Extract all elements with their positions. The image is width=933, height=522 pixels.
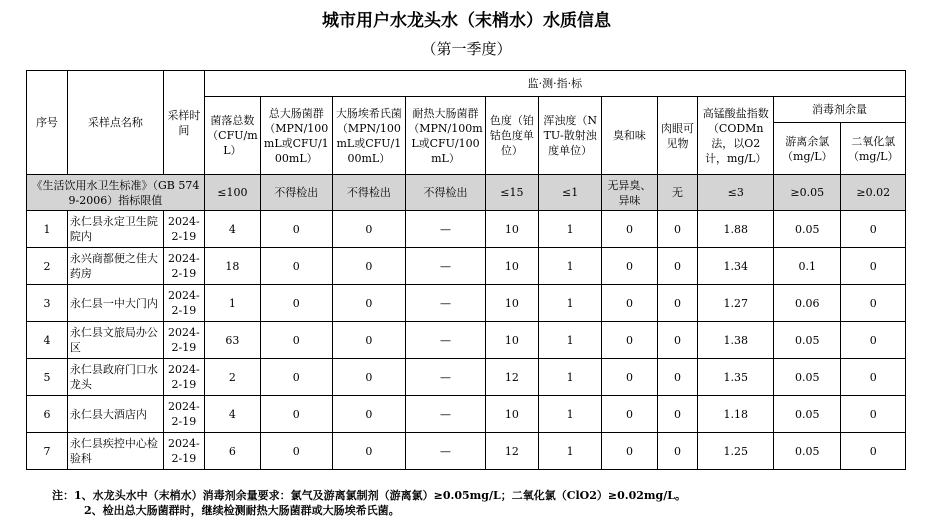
row-value: 1.88 [698, 211, 774, 248]
header-time: 采样时间 [163, 71, 204, 175]
table-row [27, 359, 906, 396]
row-site: 永仁县政府门口水龙头 [67, 359, 163, 396]
row-site: 永仁县疾控中心检验科 [67, 433, 163, 470]
row-date: 2024-2-19 [163, 396, 204, 433]
row-value: 0 [657, 248, 698, 285]
row-date: 2024-2-19 [163, 359, 204, 396]
row-value: 0 [602, 248, 657, 285]
row-index: 4 [27, 322, 68, 359]
standard-value: 无异臭、异味 [602, 175, 657, 211]
row-value: 1 [538, 359, 601, 396]
row-value: 12 [485, 359, 538, 396]
row-value: 0 [261, 433, 333, 470]
standard-value: ≤100 [204, 175, 260, 211]
row-date: 2024-2-19 [163, 211, 204, 248]
header-turbidity: 浑浊度（NTU-散射浊度单位） [538, 97, 601, 175]
row-value: 0 [332, 396, 406, 433]
row-index: 2 [27, 248, 68, 285]
standard-value: ≤3 [698, 175, 774, 211]
header-top-row [27, 71, 906, 97]
row-value: 0 [657, 433, 698, 470]
standard-value: ≥0.05 [774, 175, 841, 211]
row-value: 0 [657, 211, 698, 248]
document-title: 城市用户水龙头水（末梢水）水质信息 [322, 11, 611, 31]
document-subtitle: （第一季度） [421, 40, 512, 58]
row-value: 0 [261, 211, 333, 248]
row-value: 0 [602, 211, 657, 248]
standard-row [27, 175, 906, 211]
standard-value: 无 [657, 175, 698, 211]
header-ecoli: 大肠埃希氏菌（MPN/100mL或CFU/100mL） [332, 97, 406, 175]
row-value: 10 [485, 396, 538, 433]
header-colony: 菌落总数（CFU/mL） [204, 97, 260, 175]
row-date: 2024-2-19 [163, 248, 204, 285]
row-value: 0 [332, 322, 406, 359]
row-value: 1 [538, 248, 601, 285]
row-value: 10 [485, 285, 538, 322]
row-value: 2 [204, 359, 260, 396]
row-value: 1 [538, 322, 601, 359]
row-value: 4 [204, 211, 260, 248]
standard-value: ≥0.02 [841, 175, 906, 211]
row-value: 0 [841, 248, 906, 285]
row-site: 永仁县大酒店内 [67, 396, 163, 433]
row-value: — [406, 359, 486, 396]
row-site: 永仁县一中大门内 [67, 285, 163, 322]
row-value: 1 [204, 285, 260, 322]
row-site: 永仁县永定卫生院院内 [67, 211, 163, 248]
row-value: — [406, 322, 486, 359]
row-value: 0 [261, 285, 333, 322]
row-value: 12 [485, 433, 538, 470]
row-value: 0 [602, 322, 657, 359]
row-value: 0 [332, 359, 406, 396]
row-value: — [406, 396, 486, 433]
table-row [27, 248, 906, 285]
row-value: 0 [841, 396, 906, 433]
table-row [27, 433, 906, 470]
row-value: 1.25 [698, 433, 774, 470]
row-value: 0 [261, 322, 333, 359]
header-disinfectant: 消毒剂余量 [774, 97, 906, 123]
water-quality-table-body [26, 70, 906, 470]
row-value: 0 [841, 211, 906, 248]
row-date: 2024-2-19 [163, 285, 204, 322]
header-index: 序号 [27, 71, 68, 175]
note-1: 注：1、水龙头水中（末梢水）消毒剂余量要求：氯气及游离氯制剂（游离氯）≥0.05mg/L；二氧化氯（ClO2）≥0.02mg/L。 [52, 489, 687, 502]
row-index: 7 [27, 433, 68, 470]
row-value: 10 [485, 322, 538, 359]
row-value: 0 [332, 433, 406, 470]
row-value: 18 [204, 248, 260, 285]
note-2: 2、检出总大肠菌群时，继续检测耐热大肠菌群或大肠埃希氏菌。 [84, 504, 400, 517]
row-value: 1 [538, 396, 601, 433]
header-chlorine-dioxide: 二氧化氯（mg/L） [841, 123, 906, 175]
standard-value: 不得检出 [406, 175, 486, 211]
row-value: 4 [204, 396, 260, 433]
row-value: 0 [657, 396, 698, 433]
row-value: — [406, 248, 486, 285]
row-value: — [406, 433, 486, 470]
row-value: 0 [841, 285, 906, 322]
standard-value: ≤15 [485, 175, 538, 211]
row-value: 10 [485, 211, 538, 248]
row-value: 0 [332, 211, 406, 248]
row-value: 6 [204, 433, 260, 470]
header-visible: 肉眼可见物 [657, 97, 698, 175]
row-value: 0 [602, 285, 657, 322]
row-index: 3 [27, 285, 68, 322]
table-row [27, 211, 906, 248]
row-value: 1 [538, 211, 601, 248]
row-value: 0 [657, 322, 698, 359]
row-value: 0.06 [774, 285, 841, 322]
header-coliform: 总大肠菌群（MPN/100mL或CFU/100mL） [261, 97, 333, 175]
header-site: 采样点名称 [67, 71, 163, 175]
row-value: 0.05 [774, 359, 841, 396]
row-site: 永仁县文旅局办公区 [67, 322, 163, 359]
row-date: 2024-2-19 [163, 433, 204, 470]
row-value: 0 [261, 359, 333, 396]
table-row [27, 285, 906, 322]
row-value: 0 [332, 285, 406, 322]
row-value: 1.27 [698, 285, 774, 322]
row-value: 63 [204, 322, 260, 359]
row-value: 1.35 [698, 359, 774, 396]
row-site: 永兴商都便之佳大药房 [67, 248, 163, 285]
row-date: 2024-2-19 [163, 322, 204, 359]
header-chroma: 色度（铂钴色度单位） [485, 97, 538, 175]
table-row [27, 396, 906, 433]
row-index: 6 [27, 396, 68, 433]
row-value: 0 [841, 359, 906, 396]
row-value: 0.1 [774, 248, 841, 285]
row-value: 1 [538, 433, 601, 470]
row-index: 1 [27, 211, 68, 248]
standard-value: 不得检出 [261, 175, 333, 211]
row-value: 0 [602, 359, 657, 396]
standard-value: 不得检出 [332, 175, 406, 211]
row-value: 0 [841, 433, 906, 470]
header-thermo: 耐热大肠菌群（MPN/100mL或CFU/100mL） [406, 97, 486, 175]
row-value: 0 [657, 359, 698, 396]
row-value: 10 [485, 248, 538, 285]
standard-value: ≤1 [538, 175, 601, 211]
row-value: 0 [657, 285, 698, 322]
row-value: 1 [538, 285, 601, 322]
row-value: 0.05 [774, 396, 841, 433]
row-value: 1.34 [698, 248, 774, 285]
row-value: 0 [841, 322, 906, 359]
row-value: 1.18 [698, 396, 774, 433]
header-codmn: 高锰酸盐指数（CODMn法，以O2计，mg/L） [698, 97, 774, 175]
row-index: 5 [27, 359, 68, 396]
header-free-chlorine: 游离余氯（mg/L） [774, 123, 841, 175]
header-indicators: 监·测·指·标 [204, 71, 905, 97]
row-value: — [406, 285, 486, 322]
standard-label: 《生活饮用水卫生标准》（GB 5749-2006）指标限值 [27, 175, 205, 211]
row-value: 0.05 [774, 211, 841, 248]
row-value: — [406, 211, 486, 248]
row-value: 0 [261, 248, 333, 285]
row-value: 0 [332, 248, 406, 285]
header-odor: 臭和味 [602, 97, 657, 175]
row-value: 0 [602, 396, 657, 433]
row-value: 0 [261, 396, 333, 433]
table-row [27, 322, 906, 359]
row-value: 0.05 [774, 433, 841, 470]
row-value: 0 [602, 433, 657, 470]
row-value: 1.38 [698, 322, 774, 359]
row-value: 0.05 [774, 322, 841, 359]
